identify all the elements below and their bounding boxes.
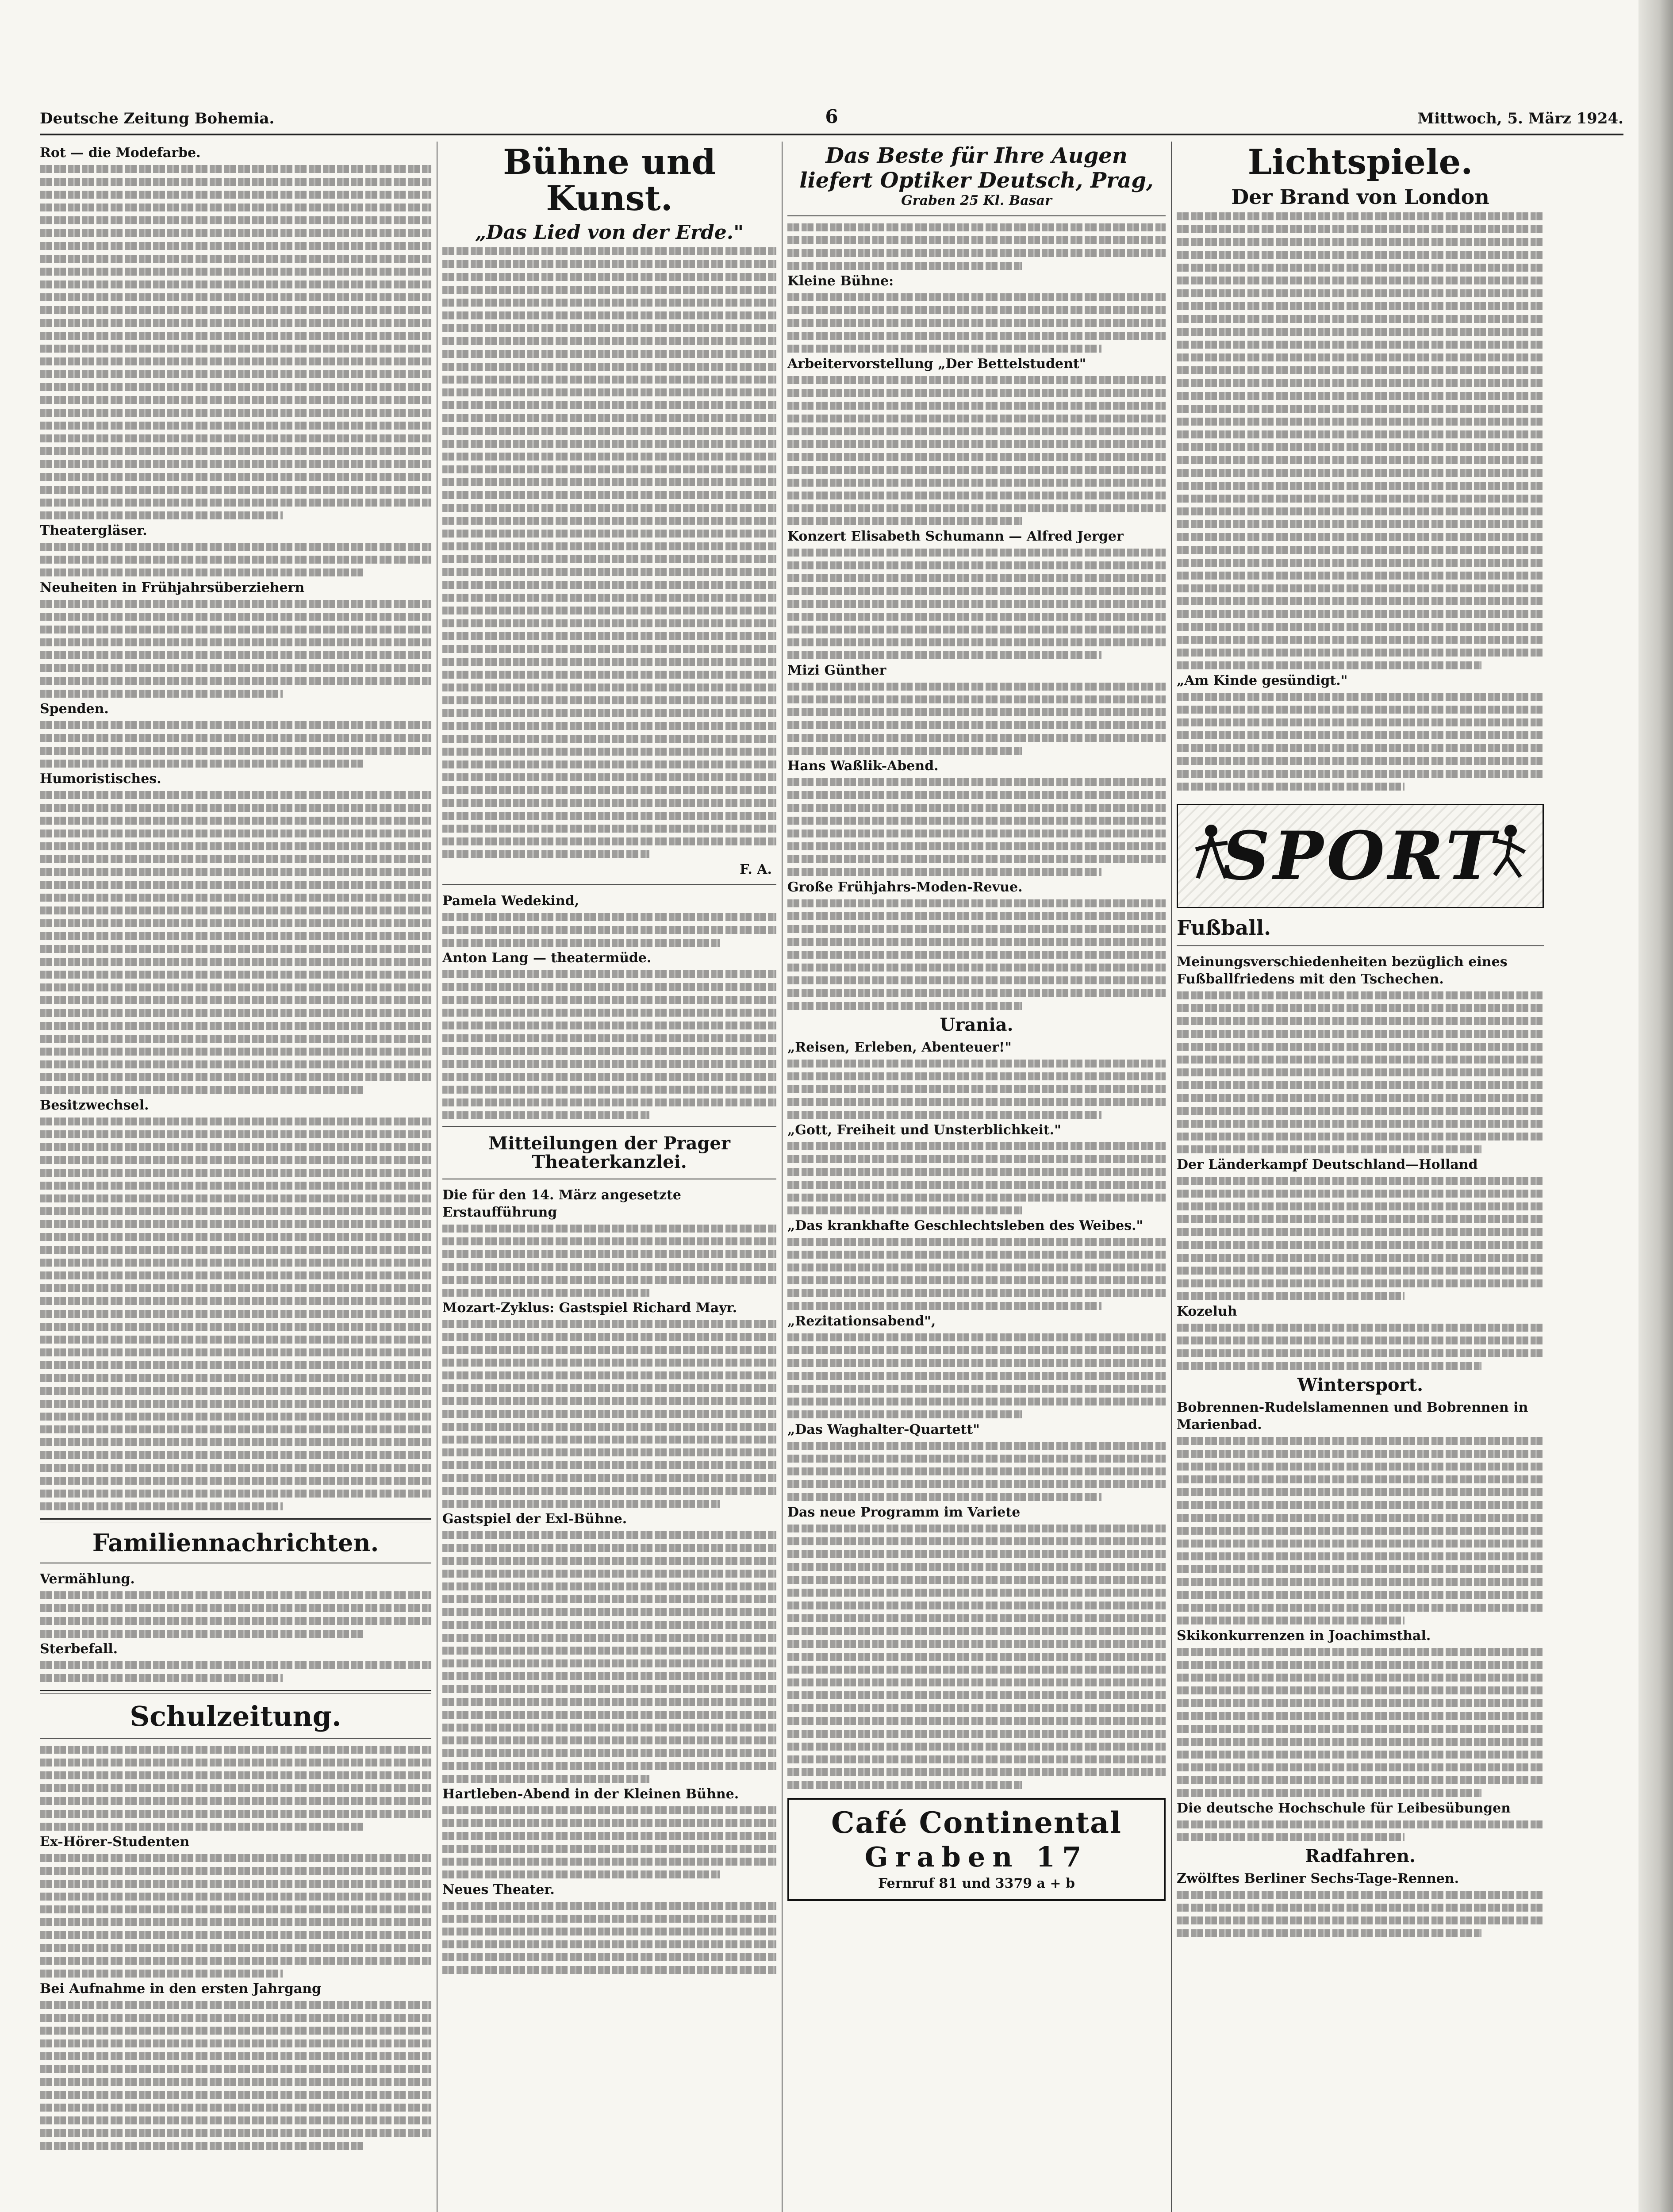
section-rule bbox=[1177, 945, 1544, 946]
article-lead: Konzert Elisabeth Schumann — Alfred Jerger bbox=[787, 529, 1124, 544]
column-2 bbox=[442, 142, 776, 2212]
article-lead: Neuheiten in Frühjahrsüberziehern bbox=[40, 580, 305, 595]
masthead: Deutsche Zeitung Bohemia. bbox=[40, 110, 275, 127]
text-block bbox=[40, 543, 431, 576]
section-heading: Bühne und Kunst. bbox=[503, 142, 716, 219]
text-block bbox=[1177, 1324, 1544, 1370]
article-lead: Skikonkurrenzen in Joachimsthal. bbox=[1177, 1628, 1431, 1644]
article-lead: Große Frühjahrs-Moden-Revue. bbox=[787, 879, 1023, 895]
ad-headline: Das Beste für Ihre Augen bbox=[825, 143, 1128, 168]
article-lead: „Das Waghalter-Quartett" bbox=[787, 1422, 980, 1437]
page-number: 6 bbox=[825, 106, 838, 127]
cafe-ad bbox=[787, 1798, 1166, 1901]
article-lead: Bei Aufnahme in den ersten Jahrgang bbox=[40, 1981, 322, 1997]
column-rule bbox=[782, 142, 783, 2212]
text-block bbox=[40, 165, 431, 519]
article-lead: Pamela Wedekind, bbox=[442, 893, 579, 909]
text-block bbox=[40, 1661, 431, 1682]
text-block bbox=[1177, 1437, 1544, 1624]
section-rule bbox=[442, 1126, 776, 1127]
section-heading: Fußball. bbox=[1177, 915, 1271, 940]
byline: F. A. bbox=[740, 861, 772, 877]
text-block bbox=[40, 1118, 431, 1510]
text-block bbox=[40, 1854, 431, 1978]
article-lead: Die für den 14. März angesetzte Erstaufführung bbox=[442, 1187, 681, 1220]
article-lead: „Reisen, Erleben, Abenteuer!" bbox=[787, 1040, 1012, 1055]
skier-icon bbox=[1191, 823, 1231, 880]
text-block bbox=[442, 1806, 776, 1878]
section-heading: Radfahren. bbox=[1305, 1846, 1416, 1867]
issue-date: Mittwoch, 5. März 1924. bbox=[1417, 110, 1623, 127]
article-lead: Meinungsverschiedenheiten bezüglich eines Fußballfriedens mit den Tschechen. bbox=[1177, 954, 1508, 987]
page-edge-shadow bbox=[1638, 0, 1673, 2212]
text-block bbox=[1177, 991, 1544, 1153]
section-heading: Schulzeitung. bbox=[130, 1700, 342, 1732]
text-block bbox=[787, 1238, 1166, 1310]
section-heading: Lichtspiele. bbox=[1247, 142, 1473, 182]
article-lead: Kozeluh bbox=[1177, 1304, 1237, 1320]
article-lead: Hartleben-Abend in der Kleinen Bühne. bbox=[442, 1786, 739, 1802]
text-block bbox=[40, 1746, 431, 1831]
section-rule bbox=[40, 1518, 431, 1522]
article-lead: Rot — die Modefarbe. bbox=[40, 145, 201, 161]
article-lead: Der Länderkampf Deutschland—Holland bbox=[1177, 1157, 1478, 1173]
article-lead: „Am Kinde gesündigt." bbox=[1177, 672, 1348, 688]
article-lead: Besitzwechsel. bbox=[40, 1098, 149, 1113]
text-block bbox=[1177, 1177, 1544, 1300]
text-block bbox=[787, 376, 1166, 525]
article-lead: Die deutsche Hochschule für Leibesübungen bbox=[1177, 1801, 1511, 1816]
section-rule bbox=[442, 884, 776, 885]
section-heading: Familiennachrichten. bbox=[92, 1528, 379, 1557]
article-title: „Das Lied von der Erde." bbox=[475, 221, 744, 244]
article-lead: Vermählung. bbox=[40, 1571, 135, 1587]
sport-banner bbox=[1177, 804, 1544, 908]
text-block bbox=[787, 293, 1166, 353]
optician-ad bbox=[787, 143, 1166, 208]
text-block bbox=[1177, 693, 1544, 791]
section-rule bbox=[787, 215, 1166, 216]
section-rule bbox=[40, 1690, 431, 1694]
text-block bbox=[442, 1320, 776, 1508]
text-block bbox=[442, 1531, 776, 1783]
article-lead: Kleine Bühne: bbox=[787, 273, 894, 289]
text-block bbox=[1177, 1820, 1544, 1841]
text-block bbox=[787, 1142, 1166, 1214]
text-block bbox=[40, 1591, 431, 1638]
article-lead: Zwölftes Berliner Sechs-Tage-Rennen. bbox=[1177, 1871, 1459, 1887]
text-block bbox=[787, 683, 1166, 755]
runner-icon bbox=[1489, 823, 1529, 880]
section-rule bbox=[40, 1738, 431, 1739]
text-block bbox=[787, 1525, 1166, 1789]
article-lead: Spenden. bbox=[40, 701, 109, 717]
text-block bbox=[787, 223, 1166, 270]
text-block bbox=[787, 1442, 1166, 1501]
text-block bbox=[1177, 212, 1544, 669]
article-lead: Mizi Günther bbox=[787, 663, 886, 678]
column-3 bbox=[787, 142, 1166, 2212]
text-block bbox=[442, 247, 776, 858]
article-lead: „Gott, Freiheit und Unsterblichkeit." bbox=[787, 1122, 1061, 1138]
article-lead: Theatergläser. bbox=[40, 523, 147, 538]
cafe-street: Graben 17 bbox=[864, 1841, 1089, 1874]
text-block bbox=[787, 1333, 1166, 1418]
article-lead: Hans Waßlik-Abend. bbox=[787, 758, 939, 774]
column-1 bbox=[40, 142, 431, 2212]
article-lead: Neues Theater. bbox=[442, 1882, 555, 1897]
cafe-name: Café Continental bbox=[831, 1805, 1122, 1840]
article-lead: „Rezitationsabend", bbox=[787, 1313, 936, 1329]
article-lead: Das neue Programm im Variete bbox=[787, 1505, 1021, 1520]
text-block bbox=[40, 2001, 431, 2150]
text-block bbox=[787, 1060, 1166, 1119]
text-block bbox=[40, 600, 431, 698]
ad-name: liefert Optiker Deutsch, Prag, bbox=[799, 168, 1154, 193]
article-lead: Arbeitervorstellung „Der Bettelstudent" bbox=[787, 356, 1086, 372]
article-title: Der Brand von London bbox=[1231, 184, 1489, 209]
column-rule bbox=[1171, 142, 1172, 2212]
article-lead: Gastspiel der Exl-Bühne. bbox=[442, 1511, 627, 1527]
text-block bbox=[787, 899, 1166, 1010]
ad-address: Graben 25 Kl. Basar bbox=[901, 193, 1052, 208]
text-block bbox=[442, 913, 776, 947]
text-block bbox=[787, 549, 1166, 659]
section-heading: Wintersport. bbox=[1297, 1375, 1424, 1396]
text-block bbox=[1177, 1648, 1544, 1797]
sport-banner-title: SPORT bbox=[1222, 817, 1499, 895]
column-4 bbox=[1177, 142, 1544, 2212]
article-lead: Mozart-Zyklus: Gastspiel Richard Mayr. bbox=[442, 1300, 737, 1316]
text-block bbox=[1177, 1891, 1544, 1937]
text-block bbox=[787, 778, 1166, 876]
cafe-phone: Fernruf 81 und 3379 a + b bbox=[878, 1876, 1075, 1892]
article-lead: „Das krankhafte Geschlechtsleben des Weibes." bbox=[787, 1218, 1143, 1233]
article-lead: Sterbefall. bbox=[40, 1641, 118, 1657]
text-block bbox=[40, 721, 431, 768]
article-lead: Humoristisches. bbox=[40, 771, 161, 787]
article-lead: Bobrennen-Rudelslamennen und Bobrennen in Marienbad. bbox=[1177, 1400, 1528, 1433]
section-heading: Mitteilungen der Prager Theaterkanzlei. bbox=[488, 1133, 730, 1172]
text-block bbox=[442, 970, 776, 1119]
text-block bbox=[442, 1225, 776, 1297]
section-heading: Urania. bbox=[940, 1014, 1013, 1035]
article-lead: Anton Lang — theatermüde. bbox=[442, 950, 652, 966]
text-block bbox=[40, 791, 431, 1094]
article-lead: Ex-Hörer-Studenten bbox=[40, 1834, 190, 1850]
header-rule bbox=[40, 134, 1623, 135]
page-header bbox=[40, 96, 1623, 127]
text-block bbox=[442, 1902, 776, 1974]
